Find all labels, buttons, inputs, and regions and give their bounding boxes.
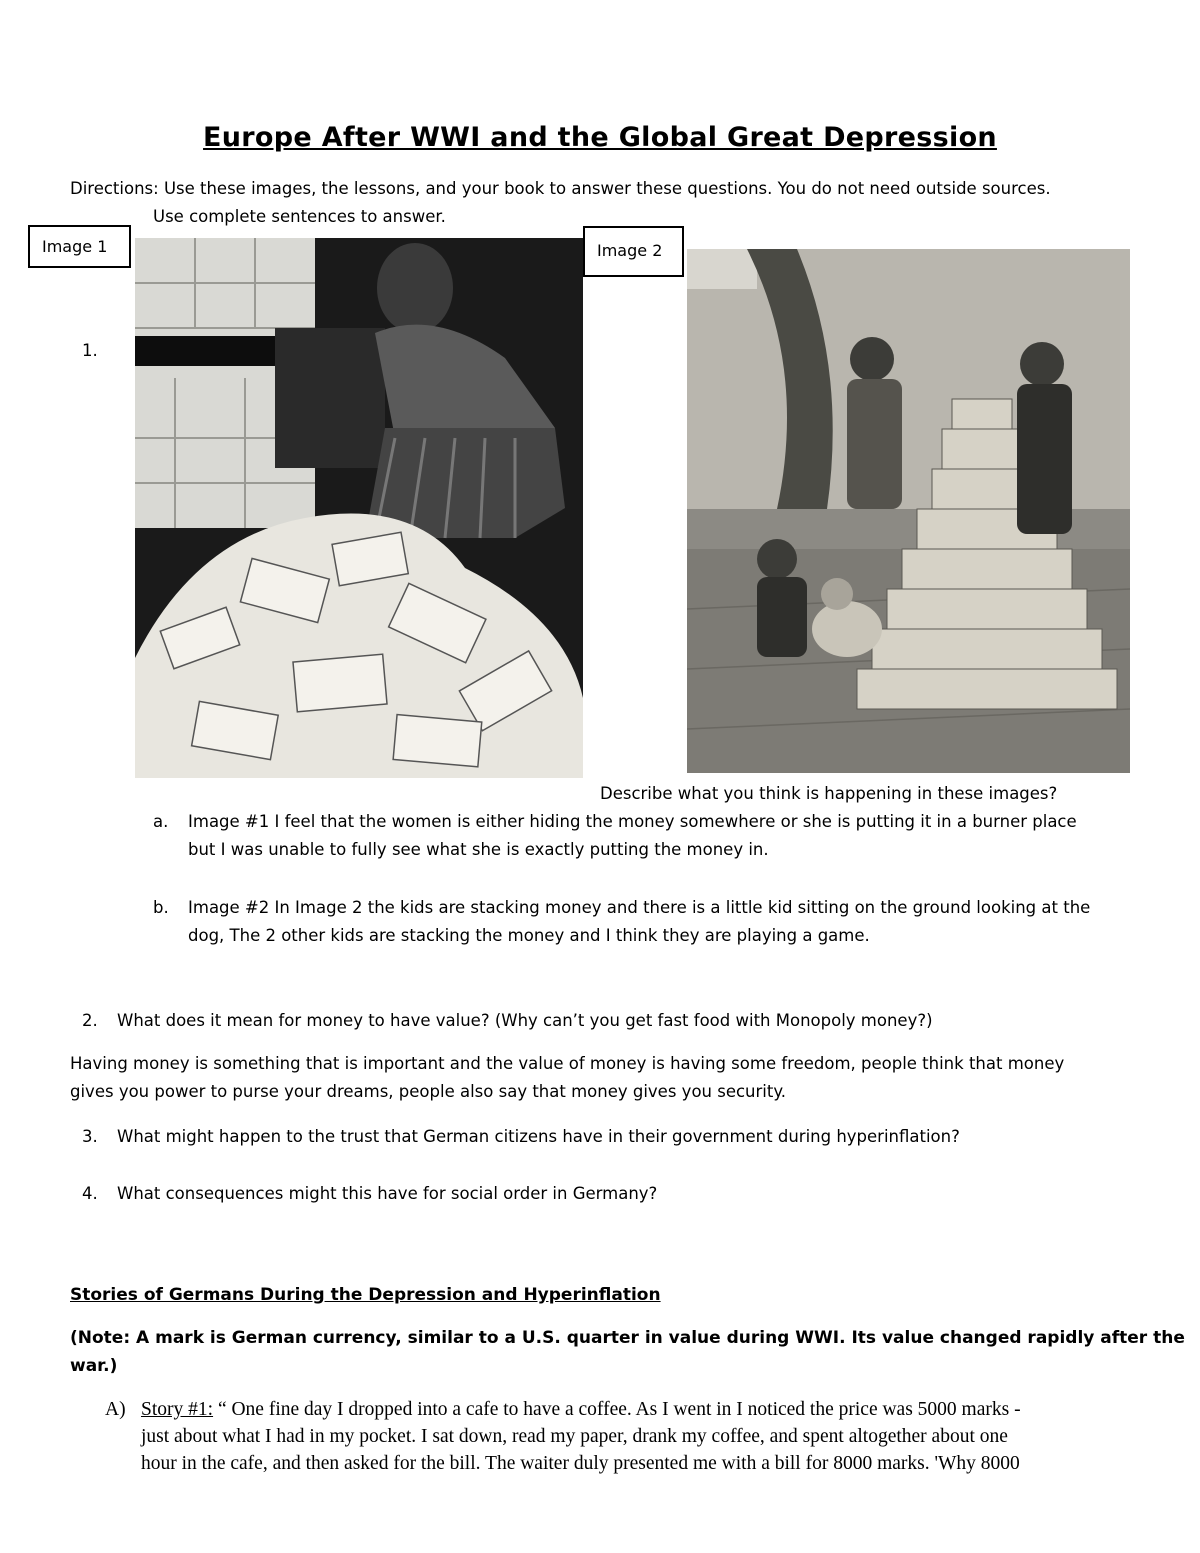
note-line-1: (Note: A mark is German currency, similar to a U.S. quarter in value during WWI. Its value changed rapidly after the	[70, 1328, 1185, 1348]
story-1-line-3: hour in the cafe, and then asked for the bill. The waiter duly presented me with a bill for 8000 marks. 'Why 8000	[141, 1453, 1020, 1474]
image-1-label-text: Image 1	[42, 237, 108, 256]
question-2-number: 2.	[82, 1011, 98, 1030]
answer-1a-marker: a.	[153, 812, 169, 831]
answer-1a-line-2: but I was unable to fully see what she is exactly putting the money in.	[188, 840, 769, 859]
image-1-label	[28, 225, 131, 268]
answer-1a-line-1: Image #1 I feel that the women is either hiding the money somewhere or she is putting it in a burner place	[188, 812, 1077, 831]
story-1-line-2: just about what I had in my pocket. I sat down, read my paper, drank my coffee, and spent altogether about one	[141, 1426, 1008, 1447]
answer-1b-line-2: dog, The 2 other kids are stacking the money and I think they are playing a game.	[188, 926, 870, 945]
page-title: Europe After WWI and the Global Great Depression	[203, 122, 997, 153]
answer-2-line-2: gives you power to purse your dreams, people also say that money gives you security.	[70, 1082, 787, 1101]
directions-line-2: Use complete sentences to answer.	[153, 207, 446, 226]
question-4-number: 4.	[82, 1184, 98, 1203]
image-2-photo	[687, 249, 1130, 773]
story-1-marker: A)	[105, 1399, 126, 1420]
question-3-text: What might happen to the trust that German citizens have in their government during hyperinflation?	[117, 1127, 960, 1146]
image-2-label-text: Image 2	[597, 241, 663, 260]
story-1-line-1-text: “ One fine day I dropped into a cafe to have a coffee. As I went in I noticed the price was 5000 marks -	[213, 1399, 1021, 1420]
image-2-illustration	[687, 249, 1130, 773]
stories-heading: Stories of Germans During the Depression and Hyperinflation	[70, 1285, 661, 1305]
question-2-text: What does it mean for money to have value? (Why can’t you get fast food with Monopoly money?)	[117, 1011, 933, 1030]
image-1-photo	[135, 238, 583, 778]
note-line-2: war.)	[70, 1356, 118, 1376]
story-1-line-1	[141, 1396, 1021, 1423]
question-1-number: 1.	[82, 341, 98, 360]
answer-1b-line-1: Image #2 In Image 2 the kids are stacking money and there is a little kid sitting on the ground looking at the	[188, 898, 1091, 917]
question-3-number: 3.	[82, 1127, 98, 1146]
image-2-label	[583, 226, 684, 277]
answer-2-line-1: Having money is something that is important and the value of money is having some freedom, people think that money	[70, 1054, 1065, 1073]
question-4-text: What consequences might this have for social order in Germany?	[117, 1184, 658, 1203]
directions-line-1: Directions: Use these images, the lessons, and your book to answer these questions. You do not need outside sources.	[70, 179, 1051, 198]
question-1-text: Describe what you think is happening in these images?	[600, 784, 1058, 803]
story-1-label: Story #1:	[141, 1399, 214, 1420]
answer-1b-marker: b.	[153, 898, 169, 917]
image-1-illustration	[135, 238, 583, 778]
